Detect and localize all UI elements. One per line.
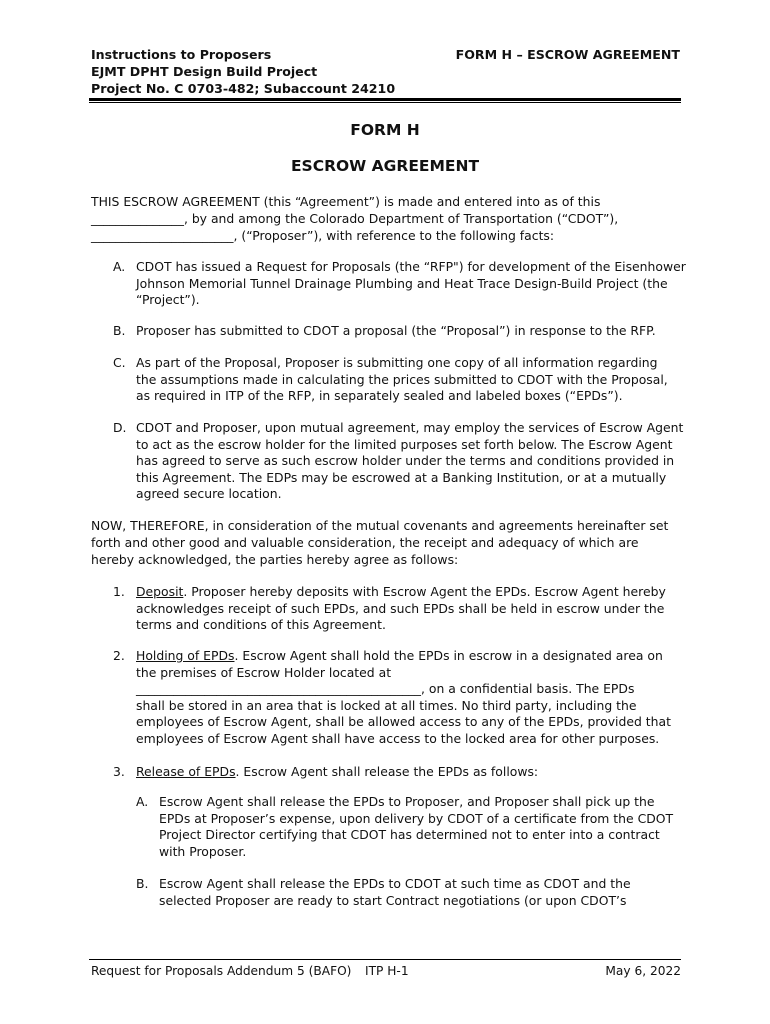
subsection-text xyxy=(159,876,631,909)
section-line: ______________________________________________, on a confidential basis. The EPDs xyxy=(136,681,635,697)
recital-text xyxy=(136,259,686,309)
intro-line-3: _______________________, (“Proposer”), with reference to the following facts: xyxy=(91,228,555,243)
subsection-line: Escrow Agent shall release the EPDs to Proposer, and Proposer shall pick up the xyxy=(159,794,655,809)
recital-line: has agreed to serve as such escrow holder under the terms and conditions provided in xyxy=(136,453,675,469)
recital-line: “Project”). xyxy=(136,292,200,308)
document-title: ESCROW AGREEMENT xyxy=(290,157,480,175)
intro-line-1: THIS ESCROW AGREEMENT (this “Agreement”) is made and entered into as of this xyxy=(91,194,601,209)
recital-line: as required in ITP of the RFP, in separately sealed and labeled boxes (“EPDs”). xyxy=(136,388,623,404)
subsection-text xyxy=(159,794,673,860)
footer-left: Request for Proposals Addendum 5 (BAFO) xyxy=(91,964,352,978)
intro-line-2: _______________, by and among the Colorado Department of Transportation (“CDOT”), xyxy=(91,211,619,226)
section-line: acknowledges receipt of such EPDs, and such EPDs shall be held in escrow under the xyxy=(136,600,665,616)
section-line: employees of Escrow Agent, shall be allowed access to any of the EPDs, provided that xyxy=(136,714,671,730)
section-line: shall be stored in an area that is locked at all times. No third party, including the xyxy=(136,697,637,713)
subsection-line: with Proposer. xyxy=(159,843,247,859)
section-first-line: Release of EPDs. Escrow Agent shall release the EPDs as follows: xyxy=(136,764,539,779)
subsection-label: A. xyxy=(136,794,149,809)
recital-line: this Agreement. The EDPs may be escrowed at a Banking Institution, or at a mutually xyxy=(136,469,667,485)
header-left xyxy=(91,46,395,97)
section-first-line: Holding of EPDs. Escrow Agent shall hold the EPDs in escrow in a designated area on xyxy=(136,648,663,663)
intro-paragraph xyxy=(91,193,691,244)
now-therefore-line: NOW, THEREFORE, in consideration of the mutual covenants and agreements hereinafter set xyxy=(91,518,669,533)
recital-text xyxy=(136,355,668,405)
recital-line: Proposer has submitted to CDOT a proposal (the “Proposal”) in response to the RFP. xyxy=(136,323,656,338)
footer-divider xyxy=(89,959,681,960)
proposer-blank: _______________________ xyxy=(91,228,234,243)
section-line: employees of Escrow Agent shall have access to the locked area for other purposes. xyxy=(136,730,660,746)
now-therefore-line: forth and other good and valuable consideration, the receipt and adequacy of which are xyxy=(91,535,639,550)
recital-line: agreed secure location. xyxy=(136,486,282,502)
recital-label: D. xyxy=(113,420,127,435)
recital-line: Johnson Memorial Tunnel Drainage Plumbing and Heat Trace Design-Build Project (the xyxy=(136,275,668,291)
section-text xyxy=(136,584,666,634)
section-heading: Release of EPDs xyxy=(136,764,236,779)
recital-label: C. xyxy=(113,355,126,370)
recital-line: As part of the Proposal, Proposer is submitting one copy of all information regarding xyxy=(136,355,658,370)
footer-page-number: ITP H-1 xyxy=(365,964,409,978)
section-text xyxy=(136,764,538,781)
header-line-1: Instructions to Proposers xyxy=(91,47,272,62)
header-line-2: EJMT DPHT Design Build Project xyxy=(91,64,318,79)
section-first-line: Deposit. Proposer hereby deposits with Escrow Agent the EPDs. Escrow Agent hereby xyxy=(136,584,666,599)
recital-text xyxy=(136,420,683,503)
subsection-line: selected Proposer are ready to start Contract negotiations (or upon CDOT’s xyxy=(159,892,627,908)
section-line: the premises of Escrow Holder located at xyxy=(136,664,392,680)
header-divider xyxy=(89,98,681,101)
now-therefore-line: hereby acknowledged, the parties hereby agree as follows: xyxy=(91,552,459,567)
subsection-line: Project Director certifying that CDOT has determined not to enter into a contract xyxy=(159,827,660,843)
form-title: FORM H xyxy=(350,121,420,139)
section-heading: Holding of EPDs xyxy=(136,648,235,663)
recital-line: to act as the escrow holder for the limited purposes set forth below. The Escrow Agent xyxy=(136,436,673,452)
section-label: 2. xyxy=(113,648,125,663)
subsection-label: B. xyxy=(136,876,149,891)
recital-line: the assumptions made in calculating the prices submitted to CDOT with the Proposal, xyxy=(136,371,668,387)
subsection-line: Escrow Agent shall release the EPDs to CDOT at such time as CDOT and the xyxy=(159,876,631,891)
header-right: FORM H – ESCROW AGREEMENT xyxy=(455,47,680,62)
now-therefore-paragraph xyxy=(91,517,691,568)
recital-line: CDOT has issued a Request for Proposals (the “RFP") for development of the Eisenhower xyxy=(136,259,686,274)
section-label: 1. xyxy=(113,584,125,599)
section-label: 3. xyxy=(113,764,125,779)
date-blank: _______________ xyxy=(91,211,184,226)
section-heading: Deposit xyxy=(136,584,184,599)
recital-text xyxy=(136,323,656,340)
recital-line: CDOT and Proposer, upon mutual agreement, may employ the services of Escrow Agent xyxy=(136,420,684,435)
subsection-line: EPDs at Proposer’s expense, upon delivery by CDOT of a certificate from the CDOT xyxy=(159,810,674,826)
recital-label: B. xyxy=(113,323,126,338)
header-line-3: Project No. C 0703-482; Subaccount 24210 xyxy=(91,81,396,96)
header-divider-thin xyxy=(89,102,681,103)
section-line: terms and conditions of this Agreement. xyxy=(136,617,386,633)
section-text xyxy=(136,648,671,748)
recital-label: A. xyxy=(113,259,126,274)
footer-date: May 6, 2022 xyxy=(605,964,681,978)
